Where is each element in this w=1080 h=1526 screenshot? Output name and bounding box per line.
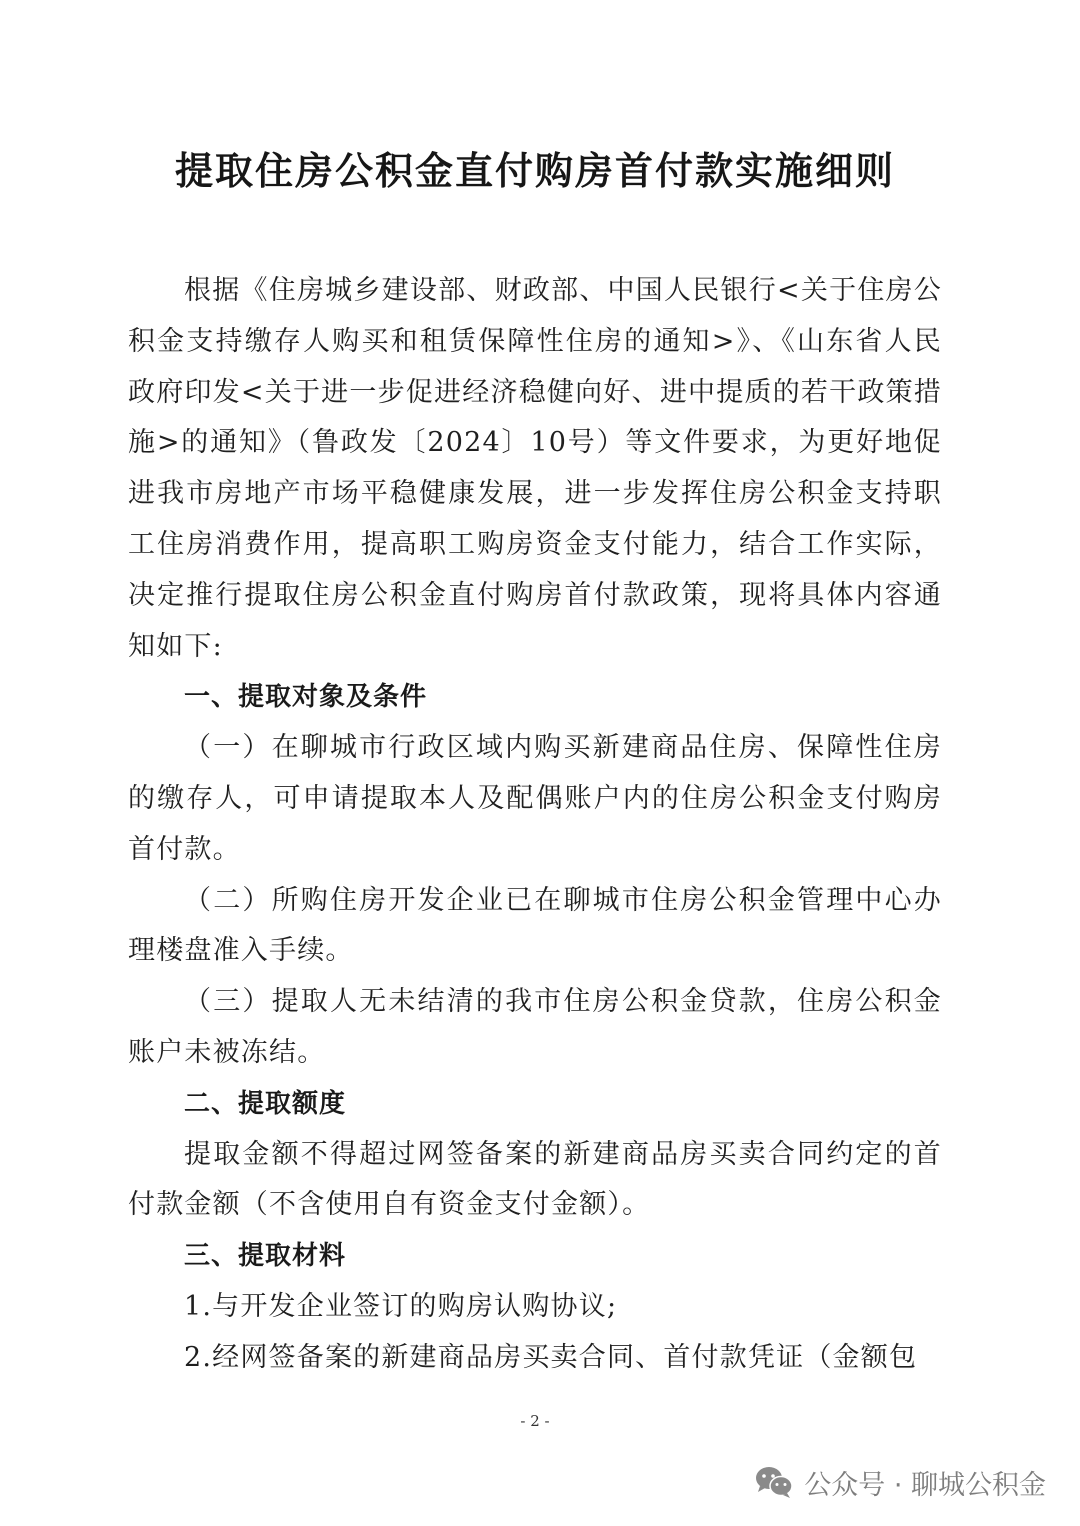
section1-item-1: （一）在聊城市行政区域内购买新建商品住房、保障性住房的缴存人，可申请提取本人及配偶账户内的住房公积金支付购房首付款。 [128, 732, 942, 865]
section-heading-3: 三、提取材料 [184, 1241, 347, 1272]
intro-paragraph: 根据《住房城乡建设部、财政部、中国人民银行<关于住房公积金支持缴存人购买和租赁保障性住房的通知>》、《山东省人民政府印发<关于进一步促进经济稳健向好、进中提质的若干政策措施>的通知》（鲁政发〔2024〕10号）等文件要求，为更好地促进我市房地产市场平稳健康发展，进一步发挥住房公积金支持职工住房消费作用，提高职工购房资金支付能力，结合工作实际，决定推行提取住房公积金直付购房首付款政策，现将具体内容通知如下: [128, 275, 942, 662]
wechat-icon [754, 1465, 794, 1499]
document-page [128, 0, 942, 1526]
watermark-text: 公众号 · 聊城公积金 [804, 1469, 1046, 1501]
section1-item-3: （三）提取人无未结清的我市住房公积金贷款，住房公积金账户未被冻结。 [128, 986, 942, 1068]
watermark [754, 1462, 1046, 1502]
section-heading-2: 二、提取额度 [184, 1088, 347, 1119]
section3-item-1: 1.与开发企业签订的购房认购协议; [184, 1290, 618, 1322]
section1-item-2: （二）所购住房开发企业已在聊城市住房公积金管理中心办理楼盘准入手续。 [128, 884, 942, 967]
page-number: - 2 - [520, 1412, 550, 1430]
section-heading-1: 一、提取对象及条件 [184, 682, 428, 713]
document-title: 提取住房公积金直付购房首付款实施细则 [174, 148, 895, 193]
section3-item-2: 2.经网签备案的新建商品房买卖合同、首付款凭证（金额包 [184, 1341, 918, 1373]
section2-text: 提取金额不得超过网签备案的新建商品房买卖合同约定的首付款金额（不含使用自有资金支付金额）。 [128, 1138, 942, 1221]
document-body [128, 266, 942, 1384]
